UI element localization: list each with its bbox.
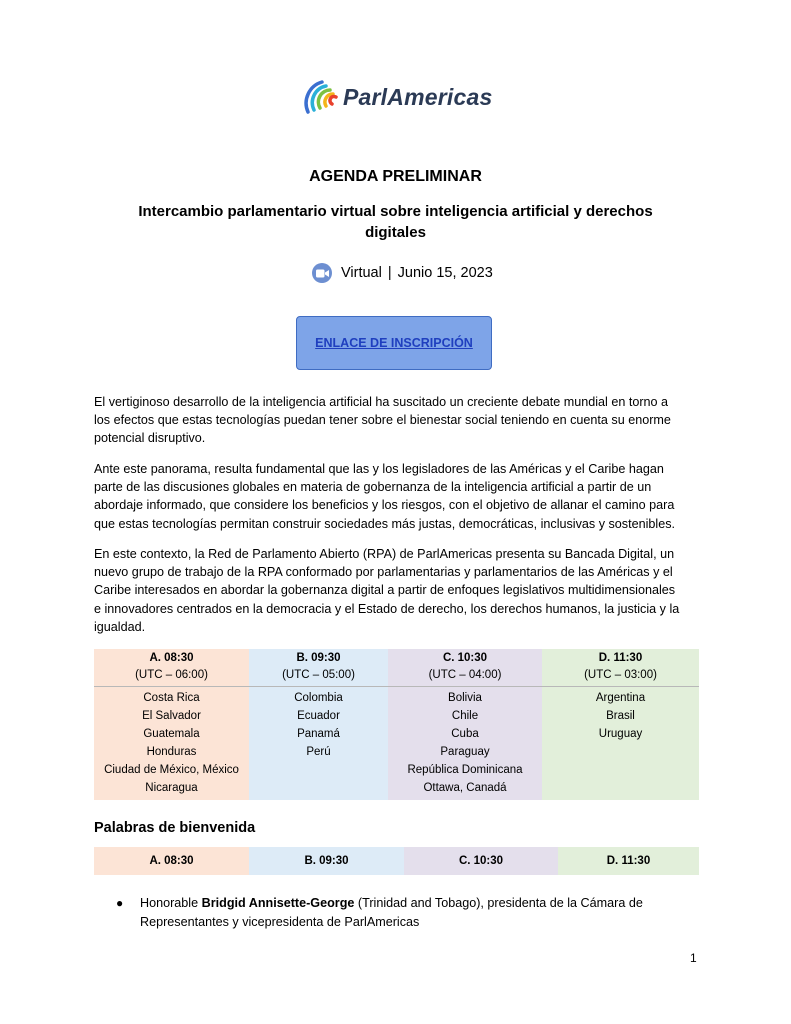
places-list-d xyxy=(542,687,699,801)
places-list-b xyxy=(249,687,388,801)
timezone-table xyxy=(94,649,699,800)
paragraph-line: abordaje informado, que considere los beneficios y los riesgos, con el objetivo de allanar el camino para xyxy=(94,498,675,513)
event-date: Junio 15, 2023 xyxy=(397,265,493,281)
place-item: República Dominicana xyxy=(407,764,523,776)
places-list-a xyxy=(94,687,249,801)
column-time-b: B. 09:30 xyxy=(249,649,388,667)
place-item: Ottawa, Canadá xyxy=(423,782,507,794)
column-utc-a: (UTC – 06:00) xyxy=(94,667,249,687)
paragraph-line: parte de las discusiones globales en materia de gobernanza de la inteligencia artificial a partir de un xyxy=(94,480,652,495)
page-number: 1 xyxy=(690,951,697,965)
intro-paragraph-1 xyxy=(94,393,700,448)
paragraph-line: potencial disruptivo. xyxy=(94,431,206,446)
registration-button[interactable] xyxy=(296,316,492,370)
column-utc-c: (UTC – 04:00) xyxy=(388,667,542,687)
paragraph-line: Caribe interesados en abordar la gobernanza digital a partir de enfoques legislativos multidimensionales xyxy=(94,583,676,598)
bullet-dot-icon: ● xyxy=(116,896,124,910)
place-item: Paraguay xyxy=(440,746,490,758)
page-title: AGENDA PRELIMINAR xyxy=(309,168,482,185)
speaker-text xyxy=(140,894,696,932)
event-mode: Virtual xyxy=(341,265,382,281)
column-time-a: A. 08:30 xyxy=(94,649,249,667)
place-item: Brasil xyxy=(606,710,635,722)
section-heading: Palabras de bienvenida xyxy=(94,820,256,836)
paragraph-line: igualdad. xyxy=(94,619,146,634)
welcome-time-a: A. 08:30 xyxy=(94,847,249,875)
intro-paragraph-2 xyxy=(94,460,700,533)
speaker-list-item xyxy=(116,894,696,932)
registration-link[interactable]: ENLACE DE INSCRIPCIÓN xyxy=(315,336,473,350)
column-utc-d: (UTC – 03:00) xyxy=(542,667,699,687)
paragraph-line: que estas tecnologías permitan construir sociedades más justas, democráticas, inclusivas y sostenibles. xyxy=(94,516,675,531)
speaker-prefix: Honorable xyxy=(140,896,202,910)
place-item: Colombia xyxy=(294,692,343,704)
subtitle-line-1: Intercambio parlamentario virtual sobre inteligencia artificial y derechos xyxy=(138,203,653,220)
column-time-c: C. 10:30 xyxy=(388,649,542,667)
place-item: Guatemala xyxy=(143,728,200,740)
speaker-name: Bridgid Annisette-George xyxy=(201,896,355,910)
place-item: Chile xyxy=(451,710,479,722)
logo-text: ParlAmericas xyxy=(343,84,493,110)
speaker-role-line-2: Representantes y vicepresidenta de ParlAmericas xyxy=(140,915,420,929)
place-item: Costa Rica xyxy=(143,692,200,704)
place-item: Cuba xyxy=(451,728,479,740)
video-camera-icon xyxy=(312,263,332,283)
welcome-time-c: C. 10:30 xyxy=(404,847,558,875)
place-item: Honduras xyxy=(146,746,197,758)
place-item: Nicaragua xyxy=(145,782,198,794)
subtitle-line-2: digitales xyxy=(365,224,426,241)
speaker-role-line-1: (Trinidad and Tobago), presidenta de la Cámara de xyxy=(354,896,643,910)
place-item: Panamá xyxy=(297,728,340,740)
places-list-c xyxy=(388,687,542,801)
paragraph-line: nuevo grupo de trabajo de la RPA conformado por parlamentarias y parlamentarios de las Américas y el xyxy=(94,565,673,580)
column-time-d: D. 11:30 xyxy=(542,649,699,667)
place-item: Ecuador xyxy=(297,710,340,722)
intro-paragraph-3 xyxy=(94,545,700,636)
paragraph-line: El vertiginoso desarrollo de la inteligencia artificial ha suscitado un creciente debate mundial en torno a xyxy=(94,395,669,409)
welcome-time-d: D. 11:30 xyxy=(558,847,699,875)
place-item: Perú xyxy=(306,746,331,758)
paragraph-line: los efectos que estas tecnologías puedan tener sobre el bienestar social teniendo en cuenta su enorme xyxy=(94,413,671,428)
paragraph-line: Ante este panorama, resulta fundamental que las y los legisladores de las Américas y el Caribe hagan xyxy=(94,462,664,476)
welcome-times-table xyxy=(94,847,699,875)
place-item: Bolivia xyxy=(448,692,482,704)
event-meta xyxy=(312,263,493,283)
paragraph-line: e innovadores centrados en la democracia y el Estado de derecho, los derechos humanos, la justicia y la xyxy=(94,601,680,616)
place-item: Ciudad de México, México xyxy=(104,764,239,776)
column-utc-b: (UTC – 05:00) xyxy=(249,667,388,687)
paragraph-line: En este contexto, la Red de Parlamento Abierto (RPA) de ParlAmericas presenta su Bancada Digital, un xyxy=(94,547,675,561)
meta-separator: | xyxy=(387,265,392,281)
place-item: Uruguay xyxy=(598,728,643,740)
place-item: El Salvador xyxy=(142,710,201,722)
place-item: Argentina xyxy=(595,692,646,704)
welcome-time-b: B. 09:30 xyxy=(249,847,404,875)
